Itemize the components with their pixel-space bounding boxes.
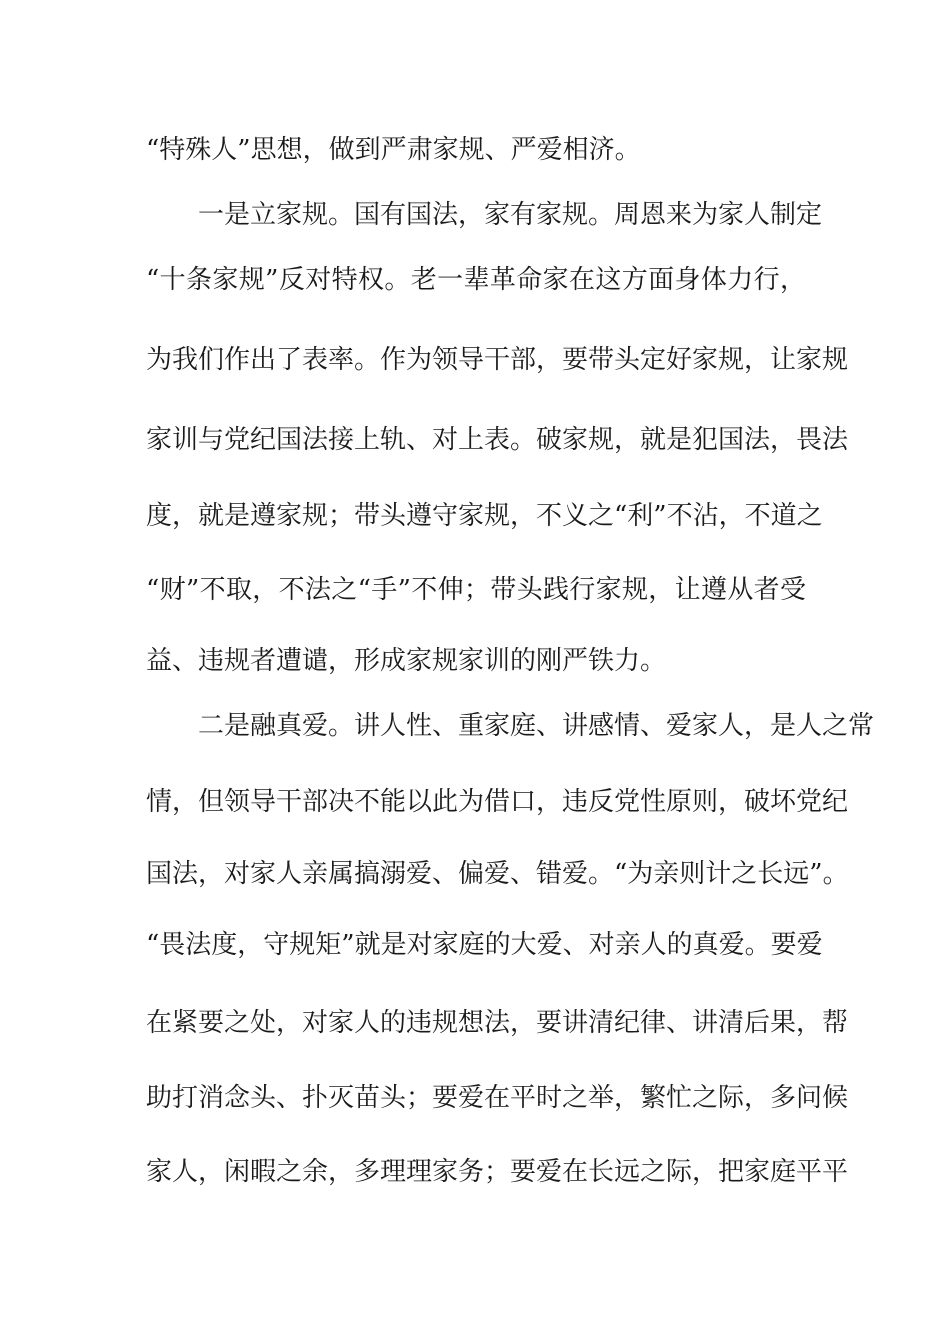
text-line-6: 度，就是遵家规；带头遵守家规，不义之“利”不沾，不道之 <box>146 501 823 531</box>
text-line-15: 家人，闲暇之余，多理理家务；要爱在长远之际，把家庭平平 <box>146 1157 849 1187</box>
text-line-5: 家训与党纪国法接上轨、对上表。破家规，就是犯国法，畏法 <box>146 425 849 455</box>
text-line-12: “畏法度，守规矩”就是对家庭的大爱、对亲人的真爱。要爱 <box>146 930 823 960</box>
text-line-2: 一是立家规。国有国法，家有家规。周恩来为家人制定 <box>198 200 823 230</box>
text-line-7: “财”不取，不法之“手”不伸；带头践行家规，让遵从者受 <box>146 575 806 605</box>
text-line-14: 助打消念头、扑灭苗头；要爱在平时之举，繁忙之际，多问候 <box>146 1083 849 1113</box>
text-line-11: 国法，对家人亲属搞溺爱、偏爱、错爱。“为亲则计之长远”。 <box>146 859 849 889</box>
text-line-9: 二是融真爱。讲人性、重家庭、讲感情、爱家人，是人之常 <box>198 711 875 741</box>
text-line-4: 为我们作出了表率。作为领导干部，要带头定好家规，让家规 <box>146 345 849 375</box>
text-line-3: “十条家规”反对特权。老一辈革命家在这方面身体力行， <box>146 265 806 295</box>
text-line-8: 益、违规者遭谴，形成家规家训的刚严铁力。 <box>146 646 667 676</box>
text-line-10: 情，但领导干部决不能以此为借口，违反党性原则，破坏党纪 <box>146 787 849 817</box>
text-line-1: “特殊人”思想，做到严肃家规、严爱相济。 <box>146 135 641 165</box>
text-line-13: 在紧要之处，对家人的违规想法，要讲清纪律、讲清后果，帮 <box>146 1008 849 1038</box>
